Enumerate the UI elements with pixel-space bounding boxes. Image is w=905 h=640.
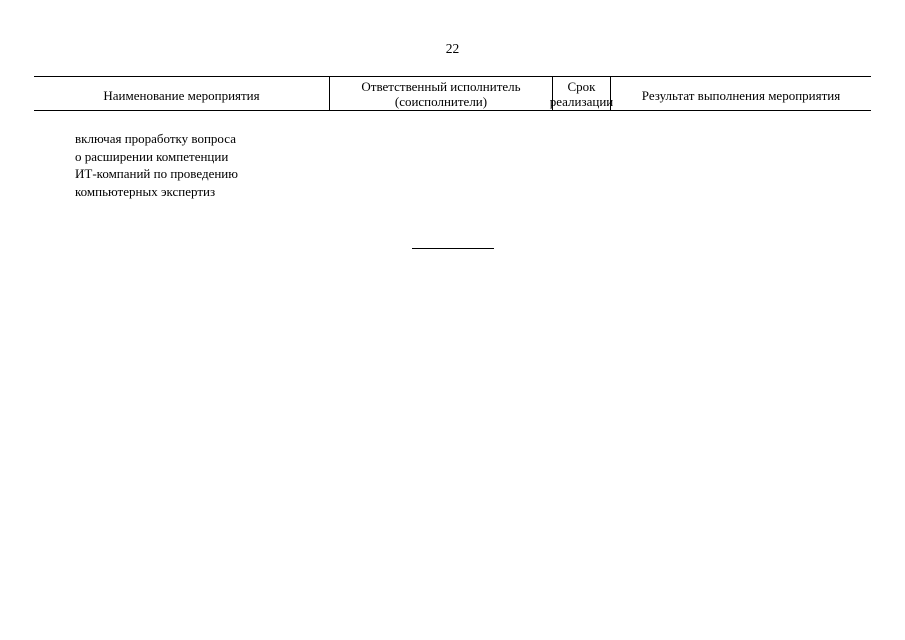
header-responsible-line1: Ответственный исполнитель — [361, 78, 521, 94]
header-cell-result: Результат выполнения мероприятия — [610, 77, 871, 110]
table-header — [34, 76, 871, 111]
text-line: компьютерных экспертиз — [75, 183, 216, 199]
header-term-line1: Срок — [567, 78, 596, 94]
header-cell-responsible — [329, 77, 552, 110]
page-number: 22 — [445, 41, 460, 56]
header-cell-name: Наименование мероприятия — [103, 87, 260, 103]
text-line: о расширении компетенции — [75, 148, 229, 164]
text-line: включая проработку вопроса — [75, 131, 236, 146]
activity-name-text — [75, 130, 238, 200]
end-divider — [412, 248, 494, 249]
header-responsible-line2: (соисполнители) — [394, 93, 488, 109]
header-cell-term — [549, 77, 614, 110]
text-line: ИТ-компаний по проведению — [75, 166, 238, 181]
header-term-line2: реализации — [549, 93, 614, 109]
